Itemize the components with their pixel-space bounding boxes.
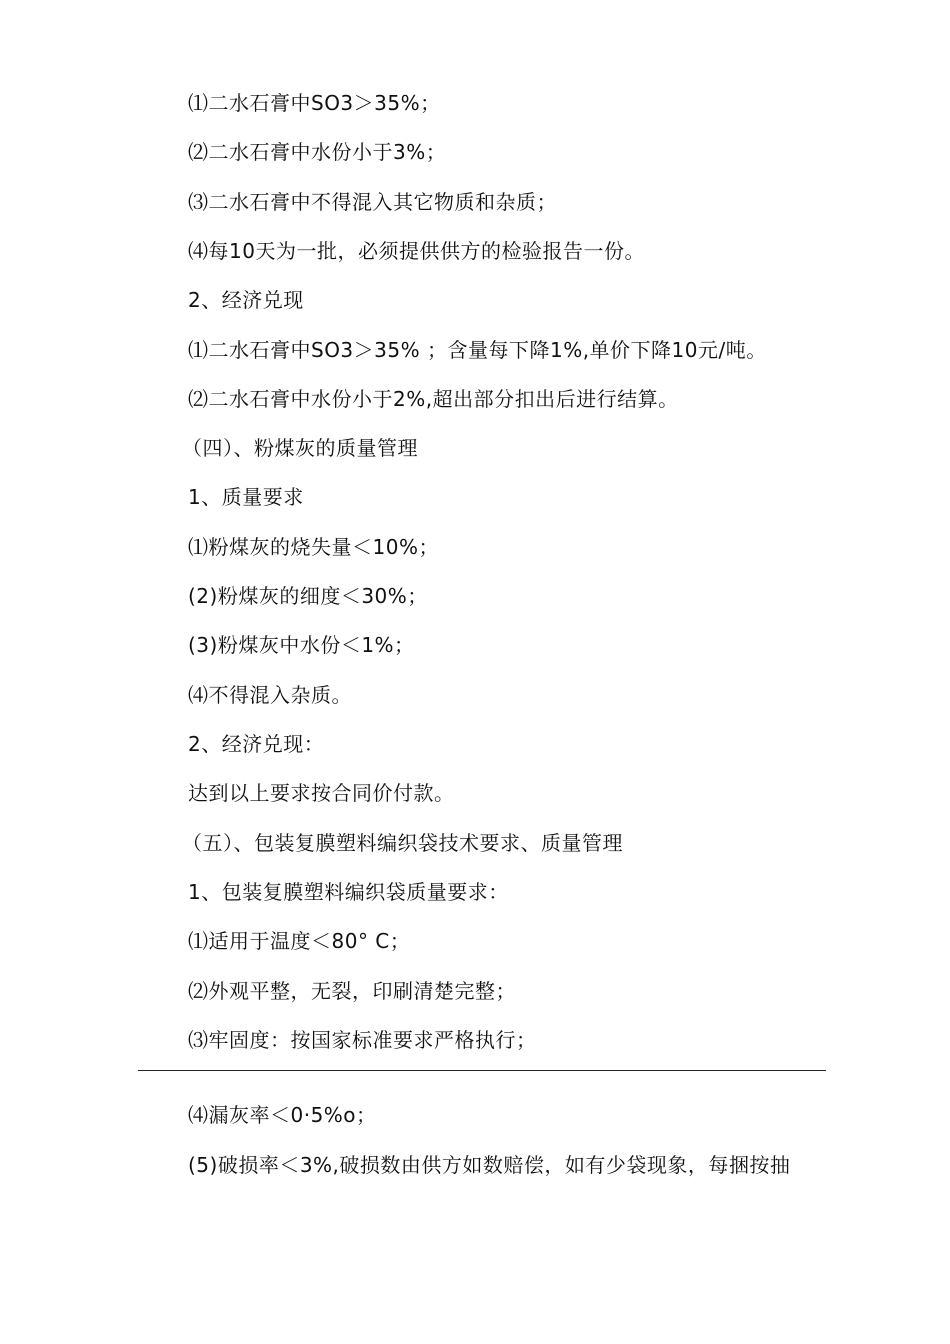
section-heading: 2、经济兑现： [188, 732, 325, 756]
section-heading: 2、经济兑现 [188, 288, 304, 312]
text-line: ⑶牢固度：按国家标准要求严格执行； [188, 1028, 537, 1052]
text-line: ⑴二水石膏中SO3＞35% ；含量每下降1%,单价下降10元/吨。 [188, 338, 767, 362]
text-line: ⑷每10天为一批，必须提供供方的检验报告一份。 [188, 239, 645, 263]
text-line: (5)破损率＜3%,破损数由供方如数赔偿，如有少袋现象，每捆按抽 [188, 1153, 791, 1177]
text-line: ⑵外观平整，无裂，印刷清楚完整； [188, 979, 516, 1003]
text-line: ⑵二水石膏中水份小于3%； [188, 140, 447, 164]
section-heading: 1、包装复膜塑料编织袋质量要求： [188, 880, 509, 904]
text-line: ⑶二水石膏中不得混入其它物质和杂质； [188, 190, 557, 214]
text-line: ⑴二水石膏中SO3＞35%； [188, 91, 441, 115]
text-line: ⑷漏灰率＜0·5%o； [188, 1103, 377, 1127]
text-line: ⑵二水石膏中水份小于2%,超出部分扣出后进行结算。 [188, 387, 679, 411]
page-divider [138, 1070, 826, 1071]
text-line: ⑴粉煤灰的烧失量＜10%； [188, 535, 439, 559]
section-heading: 1、质量要求 [188, 485, 304, 509]
text-line: (3)粉煤灰中水份＜1%； [188, 633, 415, 657]
text-line: 达到以上要求按合同价付款。 [188, 781, 455, 805]
section-heading: （四）、粉煤灰的质量管理 [182, 436, 418, 460]
text-line: (2)粉煤灰的细度＜30%； [188, 584, 428, 608]
section-heading: （五）、包装复膜塑料编织袋技术要求、质量管理 [182, 831, 623, 855]
text-line: ⑷不得混入杂质。 [188, 683, 352, 707]
text-line: ⑴适用于温度＜80° C； [188, 929, 411, 953]
